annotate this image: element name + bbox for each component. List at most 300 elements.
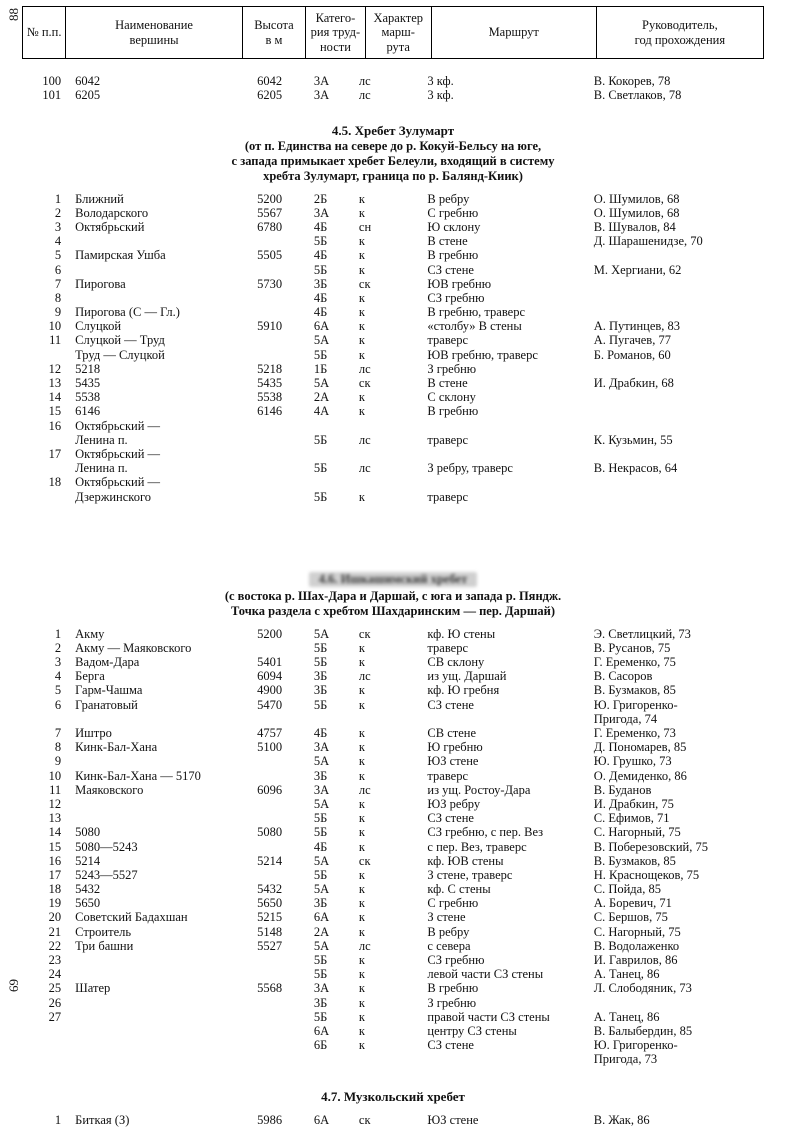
table-row (22, 910, 764, 924)
table-row (22, 896, 764, 910)
cell-leader: В. Балыбердин, 85 (593, 1023, 693, 1038)
cell-route: В ребру (427, 191, 470, 206)
cell-number: 2 (54, 640, 62, 655)
cell-route (427, 475, 593, 489)
cell-leader: Г. Еременко, 75 (593, 655, 676, 670)
table-row (22, 641, 764, 655)
cell-category: 5Б (313, 867, 328, 882)
table-row (22, 769, 764, 783)
rows-group-muzkol (22, 1113, 764, 1127)
table-row (22, 419, 764, 433)
cell-number: 8 (54, 290, 62, 305)
section-zulumart-title: 4.5. Хребет Зулумарт (331, 122, 455, 138)
col-header-peak-name-line2: вершины (129, 32, 179, 47)
table-row (22, 840, 764, 854)
cell-route: СВ склону (427, 655, 485, 670)
cell-peak-name: 5435 (75, 376, 101, 390)
cell-peak-name: Вадом-Дара (75, 655, 140, 670)
table-row (22, 1024, 764, 1038)
cell-number: 27 (48, 1009, 62, 1024)
cell-peak-name: Пирогова (75, 276, 126, 291)
cell-character: к (358, 882, 365, 897)
cell-leader (594, 305, 764, 319)
cell-category (314, 1052, 357, 1066)
cell-route: траверс (427, 640, 468, 655)
cell-route: 3 кф. (427, 88, 454, 103)
table-body (22, 74, 764, 1127)
cell-category: 5Б (313, 347, 328, 362)
table-row (22, 740, 764, 754)
table-row (22, 683, 764, 697)
table-row (22, 220, 764, 234)
cell-number: 100 (42, 74, 62, 88)
cell-character: к (358, 248, 365, 263)
cell-category: 5Б (313, 432, 328, 447)
table-row (22, 333, 764, 347)
cell-peak-name: Октябрьский — (75, 446, 161, 461)
cell-peak-name: 5538 (75, 390, 101, 405)
cell-category: 3А (313, 88, 330, 103)
cell-category: 2Б (313, 191, 328, 206)
cell-peak-name (67, 797, 257, 811)
cell-character: к (358, 1038, 365, 1053)
cell-route: В стене (427, 234, 468, 249)
cell-number (22, 490, 67, 504)
cell-leader: С. Нагорный, 75 (593, 924, 681, 939)
cell-number: 3 (54, 219, 62, 234)
cell-height: 6096 (257, 782, 283, 797)
table-row (22, 74, 764, 88)
table-row (22, 953, 764, 967)
cell-category: 1Б (313, 361, 328, 376)
cell-character: лс (358, 461, 371, 476)
cell-height (257, 754, 314, 768)
cell-leader: В. Кокорев, 78 (593, 74, 671, 88)
cell-category: 6А (313, 1023, 330, 1038)
cell-number: 16 (48, 418, 62, 433)
col-header-category-line2: рия труд- (310, 25, 361, 40)
col-header-character-line1: Характер (373, 11, 423, 25)
cell-character (357, 1052, 427, 1066)
cell-number: 4 (54, 234, 62, 249)
cell-number: 17 (48, 446, 62, 461)
cell-category: 3А (313, 74, 330, 88)
cell-character: к (358, 981, 365, 996)
cell-number: 10 (48, 319, 62, 334)
cell-number: 9 (54, 305, 62, 320)
cell-peak-name (67, 1010, 257, 1024)
col-header-leader (596, 7, 763, 59)
col-header-character-line3: рута (386, 39, 410, 54)
cell-category: 5Б (313, 697, 328, 712)
table-row (22, 825, 764, 839)
cell-peak-name (67, 754, 257, 768)
cell-leader: И. Драбкин, 68 (593, 376, 674, 390)
cell-height: 5218 (257, 361, 283, 376)
cell-number: 21 (48, 924, 62, 939)
cell-character: к (358, 489, 365, 504)
cell-peak-name: Шатер (75, 981, 111, 996)
table-row (22, 362, 764, 376)
cell-character (357, 419, 427, 433)
cell-number: 12 (48, 796, 62, 811)
table-row (22, 698, 764, 712)
cell-height (257, 996, 314, 1010)
col-header-route: Маршрут (431, 7, 596, 59)
cell-character: к (358, 191, 365, 206)
section-ishkashim-title-wrap (22, 572, 764, 587)
cell-category: 5А (313, 376, 330, 390)
cell-height (257, 641, 314, 655)
cell-number: 13 (48, 376, 62, 390)
cell-leader: Ю. Григоренко- (593, 697, 678, 712)
cell-route: ЮВ гребню (427, 276, 492, 291)
cell-route: СЗ стене (427, 697, 474, 712)
cell-character: к (358, 896, 365, 911)
cell-category (314, 712, 357, 726)
cell-character: к (358, 347, 365, 362)
col-header-leader-line2: год прохождения (634, 32, 726, 47)
cell-category: 6А (313, 1112, 330, 1127)
cell-category (314, 447, 357, 461)
cell-peak-name: 5218 (75, 361, 101, 376)
cell-height (257, 333, 314, 347)
cell-leader: Пригода, 74 (593, 711, 658, 726)
col-header-height-line2: в м (265, 32, 283, 47)
cell-number: 26 (48, 995, 62, 1010)
cell-leader: С. Нагорный, 75 (593, 825, 681, 840)
table-row (22, 192, 764, 206)
cell-height (257, 1024, 314, 1038)
cell-category: 4Б (313, 726, 328, 740)
cell-number: 1 (54, 626, 62, 641)
cell-character: к (358, 333, 365, 348)
cell-route: кф. Ю гребня (427, 683, 500, 698)
table-row (22, 1038, 764, 1052)
cell-leader (594, 291, 764, 305)
cell-height (257, 797, 314, 811)
cell-number: 1 (54, 191, 62, 206)
cell-character: к (358, 754, 365, 769)
cell-leader (594, 277, 764, 291)
cell-peak-name (67, 1024, 257, 1038)
cell-route: ЮЗ стене (427, 754, 479, 769)
table-row (22, 433, 764, 447)
cell-height: 5568 (257, 981, 283, 996)
cell-category: 5Б (313, 967, 328, 982)
table-row (22, 475, 764, 489)
cell-height (257, 234, 314, 248)
cell-character: лс (358, 74, 371, 88)
cell-character: к (358, 319, 365, 334)
cell-number: 12 (48, 361, 62, 376)
cell-category: 5Б (313, 234, 328, 249)
cell-route: В гребню (427, 248, 479, 263)
cell-number (22, 712, 67, 726)
cell-character: к (358, 697, 365, 712)
cell-leader: Д. Пономарев, 85 (593, 740, 687, 755)
cell-height (257, 419, 314, 433)
cell-route: ЮЗ стене (427, 1112, 479, 1127)
cell-height: 5986 (257, 1112, 283, 1127)
cell-peak-name (67, 811, 257, 825)
cell-leader: И. Гаврилов, 86 (593, 953, 678, 967)
cell-character: лс (358, 938, 371, 953)
cell-route: 3 кф. (427, 74, 454, 88)
cell-peak-name: Строитель (75, 924, 132, 939)
cell-leader: А. Боревич, 71 (593, 896, 672, 911)
cell-character: сн (358, 219, 372, 234)
section-zulumart-sub3: хребта Зулумарт, граница по р. Балянд-Киик) (263, 168, 523, 183)
cell-leader: В. Поберезовский, 75 (593, 839, 708, 854)
cell-number: 20 (48, 910, 62, 925)
cell-route: З гребню (427, 995, 477, 1010)
rows-group-ishkashim (22, 627, 764, 1067)
cell-category: 3Б (313, 768, 328, 783)
cell-route: с севера (427, 938, 471, 953)
cell-height: 5401 (257, 655, 283, 670)
cell-category: 3А (313, 981, 330, 996)
table-row (22, 319, 764, 333)
cell-category: 5А (313, 754, 330, 769)
cell-height (257, 461, 314, 475)
cell-leader: О. Шумилов, 68 (593, 205, 680, 220)
cell-route (427, 447, 593, 461)
cell-category: 5А (313, 882, 330, 897)
cell-leader: Ю. Григоренко- (593, 1038, 678, 1053)
cell-category: 5А (313, 626, 330, 641)
cell-character: лс (358, 782, 371, 797)
cell-peak-name: Октябрьский — (75, 418, 161, 433)
cell-peak-name: 5243—5527 (75, 867, 138, 882)
cell-leader: В. Жак, 86 (593, 1112, 650, 1127)
cell-route: СЗ гребню, с пер. Вез (427, 825, 544, 840)
col-header-leader-line1: Руководитель, (642, 18, 718, 33)
cell-character: к (358, 305, 365, 320)
table-row (22, 291, 764, 305)
col-header-number: № п.п. (23, 7, 66, 59)
cell-route: СЗ стене (427, 1038, 474, 1053)
cell-category: 5Б (313, 262, 328, 277)
cell-leader (594, 404, 764, 418)
cell-leader: Д. Шарашенидзе, 70 (593, 234, 703, 249)
cell-leader: И. Драбкин, 75 (593, 796, 674, 811)
cell-category: 5А (313, 938, 330, 953)
cell-character: к (358, 953, 365, 967)
cell-route: Ю гребню (427, 740, 483, 755)
cell-height: 5650 (257, 896, 283, 911)
col-header-category-line3: ности (319, 39, 351, 54)
cell-number (22, 1052, 67, 1066)
cell-character: к (358, 234, 365, 249)
cell-height (257, 447, 314, 461)
cell-character: к (358, 825, 365, 840)
cell-character: к (358, 967, 365, 982)
cell-number: 14 (48, 390, 62, 405)
cell-route: «столбу» В стены (427, 319, 522, 334)
cell-peak-name: Иштро (75, 726, 112, 740)
cell-character: лс (358, 88, 371, 103)
cell-leader: Г. Еременко, 73 (593, 726, 676, 740)
cell-height: 5730 (257, 276, 283, 291)
cell-number: 8 (54, 740, 62, 755)
cell-leader: Л. Слободяник, 73 (593, 981, 692, 996)
cell-height (257, 1052, 314, 1066)
cell-number (22, 348, 67, 362)
cell-number: 22 (48, 938, 62, 953)
cell-peak-name (67, 996, 257, 1010)
cell-peak-name: Три башни (75, 938, 134, 953)
section-muzkol-heading (22, 1089, 764, 1105)
cell-peak-name: Слуцкой (75, 319, 122, 334)
table-row (22, 726, 764, 740)
folio-bottom: 69 (6, 979, 21, 992)
table-row (22, 447, 764, 461)
cell-height: 5910 (257, 319, 283, 334)
cell-character (357, 475, 427, 489)
cell-peak-name: Пирогова (С — Гл.) (75, 305, 180, 320)
cell-leader (594, 447, 764, 461)
cell-character: к (358, 205, 365, 220)
cell-leader: Н. Краснощеков, 75 (593, 867, 700, 882)
cell-route: кф. Ю стены (427, 626, 496, 641)
cell-character: ск (358, 376, 371, 390)
cell-number: 101 (42, 88, 62, 103)
cell-route: кф. ЮВ стены (427, 853, 504, 868)
table-row (22, 404, 764, 418)
cell-height (257, 305, 314, 319)
cell-height (257, 348, 314, 362)
cell-route: В гребню, траверс (427, 305, 526, 320)
table-row (22, 1010, 764, 1024)
cell-route: Ю склону (427, 219, 481, 234)
table-row (22, 461, 764, 475)
cell-number: 18 (48, 475, 62, 490)
cell-character: лс (358, 669, 371, 684)
table-row (22, 797, 764, 811)
cell-character: ск (358, 276, 371, 291)
cell-number: 15 (48, 404, 62, 419)
cell-route: траверс (427, 489, 468, 504)
cell-height (257, 490, 314, 504)
cell-peak-name: Акму — Маяковского (75, 640, 192, 655)
cell-route: из ущ. Даршай (427, 669, 507, 684)
cell-route: СВ стене (427, 726, 477, 740)
cell-height (257, 769, 314, 783)
cell-peak-name: 6042 (75, 74, 101, 88)
table-row (22, 996, 764, 1010)
cell-leader: А. Путинцев, 83 (593, 319, 681, 334)
cell-height: 5200 (257, 191, 283, 206)
cell-height: 6780 (257, 219, 283, 234)
table-row (22, 490, 764, 504)
table-row (22, 305, 764, 319)
cell-peak-name: 5080—5243 (75, 839, 138, 854)
cell-height (257, 953, 314, 967)
cell-route: В гребню (427, 404, 479, 419)
cell-number: 25 (48, 981, 62, 996)
cell-number: 13 (48, 811, 62, 826)
cell-number: 6 (54, 697, 62, 712)
col-header-height-line1: Высота (254, 18, 294, 33)
cell-leader: А. Пугачев, 77 (593, 333, 671, 348)
cell-category: 6А (313, 910, 330, 925)
cell-character: ск (358, 626, 371, 641)
cell-character: к (358, 796, 365, 811)
cell-character: ск (358, 1112, 371, 1127)
cell-peak-name: Биткая (З) (75, 1112, 130, 1127)
table-row (22, 1052, 764, 1066)
cell-height: 5567 (257, 205, 283, 220)
table-row (22, 88, 764, 102)
cell-number: 3 (54, 655, 62, 670)
cell-height (257, 712, 314, 726)
cell-height: 4900 (257, 683, 283, 698)
cell-peak-name: Ленина п. (75, 461, 128, 476)
cell-number: 5 (54, 248, 62, 263)
cell-category: 3Б (313, 683, 328, 698)
cell-leader: В. Водолаженко (593, 938, 680, 953)
cell-leader: Пригода, 73 (593, 1052, 658, 1067)
table-row (22, 712, 764, 726)
cell-leader: А. Танец, 86 (593, 967, 660, 982)
cell-character: лс (358, 361, 371, 376)
cell-peak-name: Володарского (75, 205, 149, 220)
section-zulumart-sub1: (от п. Единства на севере до р. Кокуй-Бельсу на юге, (244, 138, 542, 153)
col-header-category (306, 7, 366, 59)
cell-character: к (358, 740, 365, 755)
cell-height: 5215 (257, 910, 283, 925)
col-header-peak-name-line1: Наименование (115, 18, 193, 33)
cell-category: 6Б (313, 1038, 328, 1053)
cell-leader (594, 362, 764, 376)
cell-height: 6094 (257, 669, 283, 684)
cell-category: 5Б (313, 640, 328, 655)
cell-character: к (358, 404, 365, 419)
cell-number: 10 (48, 768, 62, 783)
cell-height: 4757 (257, 726, 283, 740)
cell-character: лс (358, 432, 371, 447)
cell-leader: Б. Романов, 60 (593, 347, 671, 362)
cell-character: к (358, 768, 365, 783)
cell-number: 11 (49, 333, 62, 348)
cell-peak-name: 5080 (75, 825, 101, 840)
col-header-category-line1: Катего- (315, 11, 356, 25)
cell-route: З стене (427, 910, 466, 925)
cell-peak-name (67, 291, 257, 305)
cell-peak-name: Маяковского (75, 782, 144, 797)
cell-leader: С. Ефимов, 71 (593, 811, 670, 826)
table-row (22, 811, 764, 825)
cell-route (427, 419, 593, 433)
cell-route: З стене, траверс (427, 867, 513, 882)
cell-height: 5435 (257, 376, 283, 390)
cell-height (257, 433, 314, 447)
cell-category: 5А (313, 333, 330, 348)
cell-peak-name: Советский Бадахшан (75, 910, 188, 925)
cell-number: 15 (48, 839, 62, 854)
cell-route: СЗ гребню (427, 953, 485, 967)
cell-category: 4Б (313, 290, 328, 305)
cell-character: к (358, 867, 365, 882)
cell-number: 2 (54, 205, 62, 220)
section-ishkashim-heading (22, 572, 764, 619)
table-row (22, 939, 764, 953)
cell-leader: В. Русанов, 75 (593, 640, 671, 655)
cell-route: В гребню (427, 981, 479, 996)
cell-character: к (358, 995, 365, 1010)
cell-character: к (358, 655, 365, 670)
